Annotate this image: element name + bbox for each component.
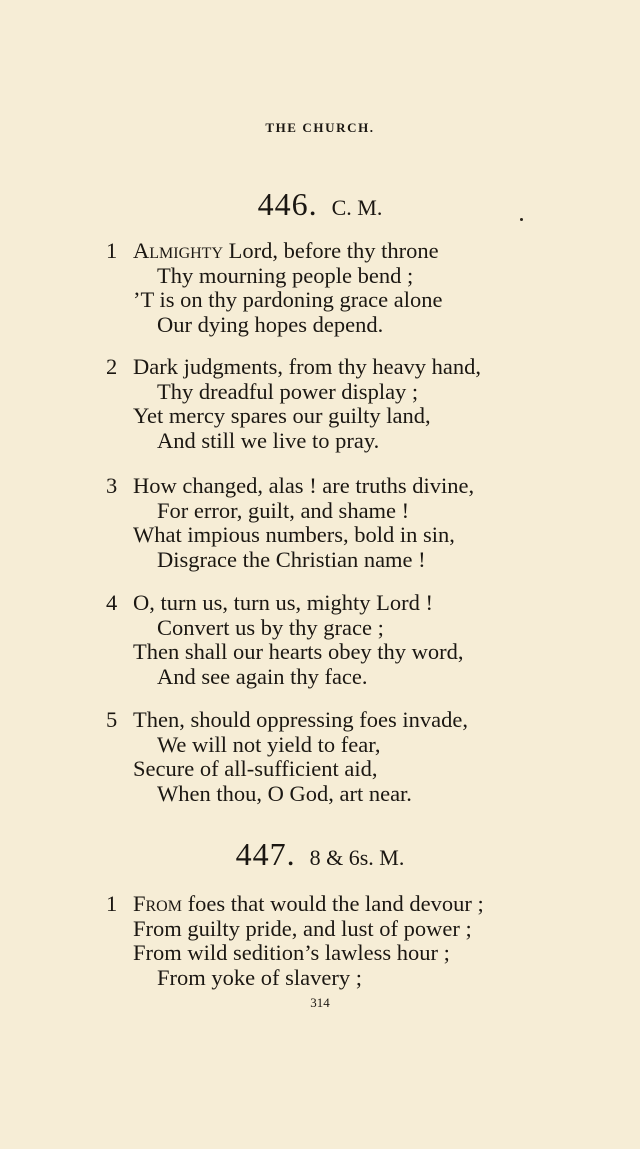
verse-line-1 bbox=[133, 239, 439, 264]
verse-line-4: Disgrace the Christian name ! bbox=[157, 546, 426, 572]
verse-line-2: Thy dreadful power display ; bbox=[157, 378, 419, 404]
hymn-number: 447. bbox=[235, 836, 296, 872]
verse-line-1: O, turn us, turn us, mighty Lord ! bbox=[133, 590, 433, 615]
hymn-number: 446. bbox=[257, 186, 318, 222]
verse-line-2: Thy mourning people bend ; bbox=[157, 262, 414, 288]
running-head: THE CHURCH. bbox=[265, 120, 375, 135]
verse-line-3: Then shall our hearts obey thy word, bbox=[133, 639, 464, 664]
verse-line-1: Then, should oppressing foes invade, bbox=[133, 707, 468, 732]
verse-line-3: What impious numbers, bold in sin, bbox=[133, 522, 455, 547]
verse-line-4: From yoke of slavery ; bbox=[157, 964, 362, 990]
hymn-447-heading bbox=[0, 836, 640, 873]
verse-number: 4 bbox=[106, 590, 118, 615]
verse-number: 1 bbox=[106, 238, 118, 263]
verse-number: 1 bbox=[106, 891, 118, 916]
verse-line-1-rest: Lord, before thy throne bbox=[223, 238, 439, 263]
verse-line-2: We will not yield to fear, bbox=[157, 731, 381, 757]
verse-line-1 bbox=[133, 892, 484, 917]
verse-initial-word: Almighty bbox=[133, 238, 224, 263]
verse-line-2: For error, guilt, and shame ! bbox=[157, 497, 410, 523]
verse-line-3: Yet mercy spares our guilty land, bbox=[133, 403, 431, 428]
verse-number: 3 bbox=[106, 473, 118, 498]
verse-number: 2 bbox=[106, 354, 118, 379]
verse-line-4: And see again thy face. bbox=[157, 663, 368, 689]
verse-line-3: Secure of all-sufficient aid, bbox=[133, 756, 378, 781]
hymn-meter: 8 & 6s. M. bbox=[309, 845, 405, 870]
verse-initial-word: From bbox=[133, 891, 182, 916]
verse-line-1-rest: foes that would the land devour ; bbox=[181, 891, 484, 916]
verse-line-2: From guilty pride, and lust of power ; bbox=[133, 915, 472, 941]
hymn-meter: C. M. bbox=[331, 195, 383, 220]
verse-line-4: When thou, O God, art near. bbox=[157, 780, 412, 806]
verse-line-4: Our dying hopes depend. bbox=[157, 311, 384, 337]
verse-line-2: Convert us by thy grace ; bbox=[157, 614, 384, 640]
verse-line-3: ’T is on thy pardoning grace alone bbox=[133, 287, 443, 312]
verse-line-1: How changed, alas ! are truths divine, bbox=[133, 473, 475, 498]
page-number: 314 bbox=[310, 995, 330, 1010]
verse-line-1: Dark judgments, from thy heavy hand, bbox=[133, 354, 482, 379]
verse-line-3: From wild sedition’s lawless hour ; bbox=[133, 940, 450, 965]
hymn-446-heading bbox=[0, 186, 640, 223]
verse-number: 5 bbox=[106, 707, 118, 732]
verse-line-4: And still we live to pray. bbox=[157, 427, 380, 453]
